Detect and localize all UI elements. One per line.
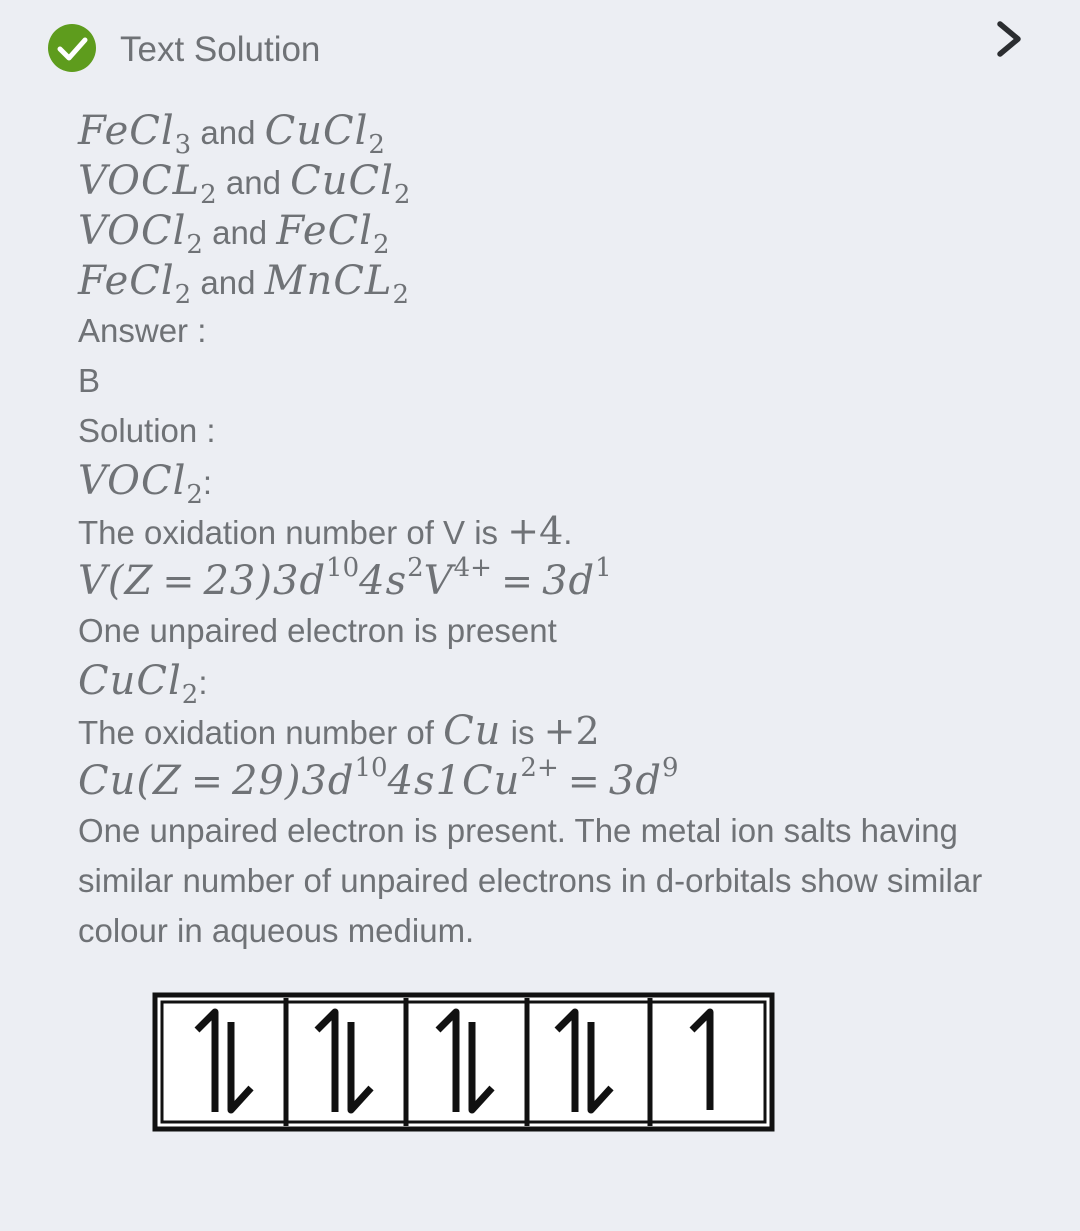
orbital-box-diagram: [150, 990, 780, 1135]
cucl-config-d: 3d: [608, 758, 662, 804]
chevron-right-icon[interactable]: [990, 18, 1030, 62]
vocl-config-eq2: =: [501, 559, 533, 603]
option-4: [78, 256, 998, 311]
answer-label: Answer :: [78, 312, 207, 349]
vocl-sup-4: 1: [595, 552, 612, 583]
cucl-config-c: 4s1Cu: [387, 758, 521, 804]
vocl-heading: [78, 456, 998, 511]
option-4-joiner: and: [200, 264, 256, 301]
cucl-compound: CuCl: [78, 658, 182, 704]
vocl-configuration: [78, 552, 998, 606]
option-3-compound-b: FeCl: [276, 208, 373, 254]
option-2-compound-a: VOCL: [78, 158, 201, 204]
option-2-sub-a: 2: [200, 180, 217, 211]
option-4-sub-a: 2: [174, 280, 192, 311]
option-2: [78, 156, 998, 211]
vocl-sup-3: 4+: [453, 552, 492, 583]
option-2-sub-b: 2: [393, 180, 411, 211]
cucl-compound-sub: 2: [181, 680, 199, 711]
option-4-sub-b: 2: [392, 280, 410, 311]
option-3-compound-a: VOCl: [78, 208, 187, 254]
vocl-config-c: 4s: [359, 558, 408, 604]
vocl-compound: VOCl: [78, 458, 187, 504]
solution-header: [0, 0, 1080, 100]
solution-body: [78, 106, 998, 956]
option-1-compound-a: FeCl: [78, 108, 175, 154]
cucl-config-b: 29)3d: [231, 758, 355, 804]
cucl-config-a: Cu(Z: [78, 758, 182, 804]
cucl-ox-cu: Cu: [443, 708, 502, 754]
cucl-config-eq: =: [190, 759, 223, 803]
cucl-conclusion: One unpaired electron is present. The metal ion salts having similar number of unpaired electrons in d-orbitals show similar colour in aqueous medium.: [78, 812, 983, 949]
vocl-compound-sub: 2: [186, 480, 203, 511]
option-2-compound-b: CuCl: [290, 158, 394, 204]
cucl-sup-2: 2+: [520, 752, 559, 783]
vocl-config-e: 3d: [542, 558, 596, 604]
option-2-joiner: and: [225, 164, 281, 201]
cucl-sup-1: 10: [354, 752, 388, 783]
vocl-ox-text: The oxidation number of V is: [78, 514, 499, 551]
vocl-unpaired: One unpaired electron is present: [78, 612, 557, 649]
cucl-sup-3: 9: [661, 752, 679, 783]
option-1: [78, 106, 998, 161]
vocl-config-eq: =: [162, 559, 195, 603]
option-3-joiner: and: [212, 214, 268, 251]
vocl-config-a: V(Z: [78, 558, 154, 604]
solution-label: Solution :: [78, 412, 216, 449]
cucl-ox-is: is: [510, 714, 535, 751]
option-4-compound-b: MnCL: [264, 258, 393, 304]
cucl-heading: [78, 656, 998, 711]
vocl-config-d: V: [423, 558, 454, 604]
header-title: Text Solution: [120, 30, 321, 69]
option-1-sub-a: 3: [174, 130, 192, 161]
check-circle-icon: [47, 23, 97, 73]
option-1-compound-b: CuCl: [264, 108, 369, 154]
vocl-ox-end: .: [563, 514, 573, 551]
cucl-ox-value: +2: [543, 709, 600, 753]
option-1-sub-b: 2: [368, 130, 385, 161]
vocl-colon: :: [202, 464, 213, 501]
vocl-sup-2: 2: [407, 552, 424, 583]
cucl-configuration: [78, 752, 998, 806]
cucl-ox-text: The oxidation number of: [78, 714, 434, 751]
option-3-sub-a: 2: [186, 230, 203, 261]
vocl-ox-value: +4: [507, 509, 564, 553]
cucl-config-eq2: =: [567, 759, 600, 803]
option-3-sub-b: 2: [372, 230, 390, 261]
option-4-compound-a: FeCl: [78, 258, 175, 304]
vocl-sup-1: 10: [326, 552, 360, 583]
vocl-config-b: 23)3d: [203, 558, 327, 604]
option-3: [78, 206, 998, 261]
vocl-oxidation: [78, 506, 998, 556]
answer-value: B: [78, 362, 101, 399]
option-1-joiner: and: [200, 114, 256, 151]
cucl-oxidation: [78, 706, 998, 756]
cucl-colon: :: [198, 664, 208, 701]
